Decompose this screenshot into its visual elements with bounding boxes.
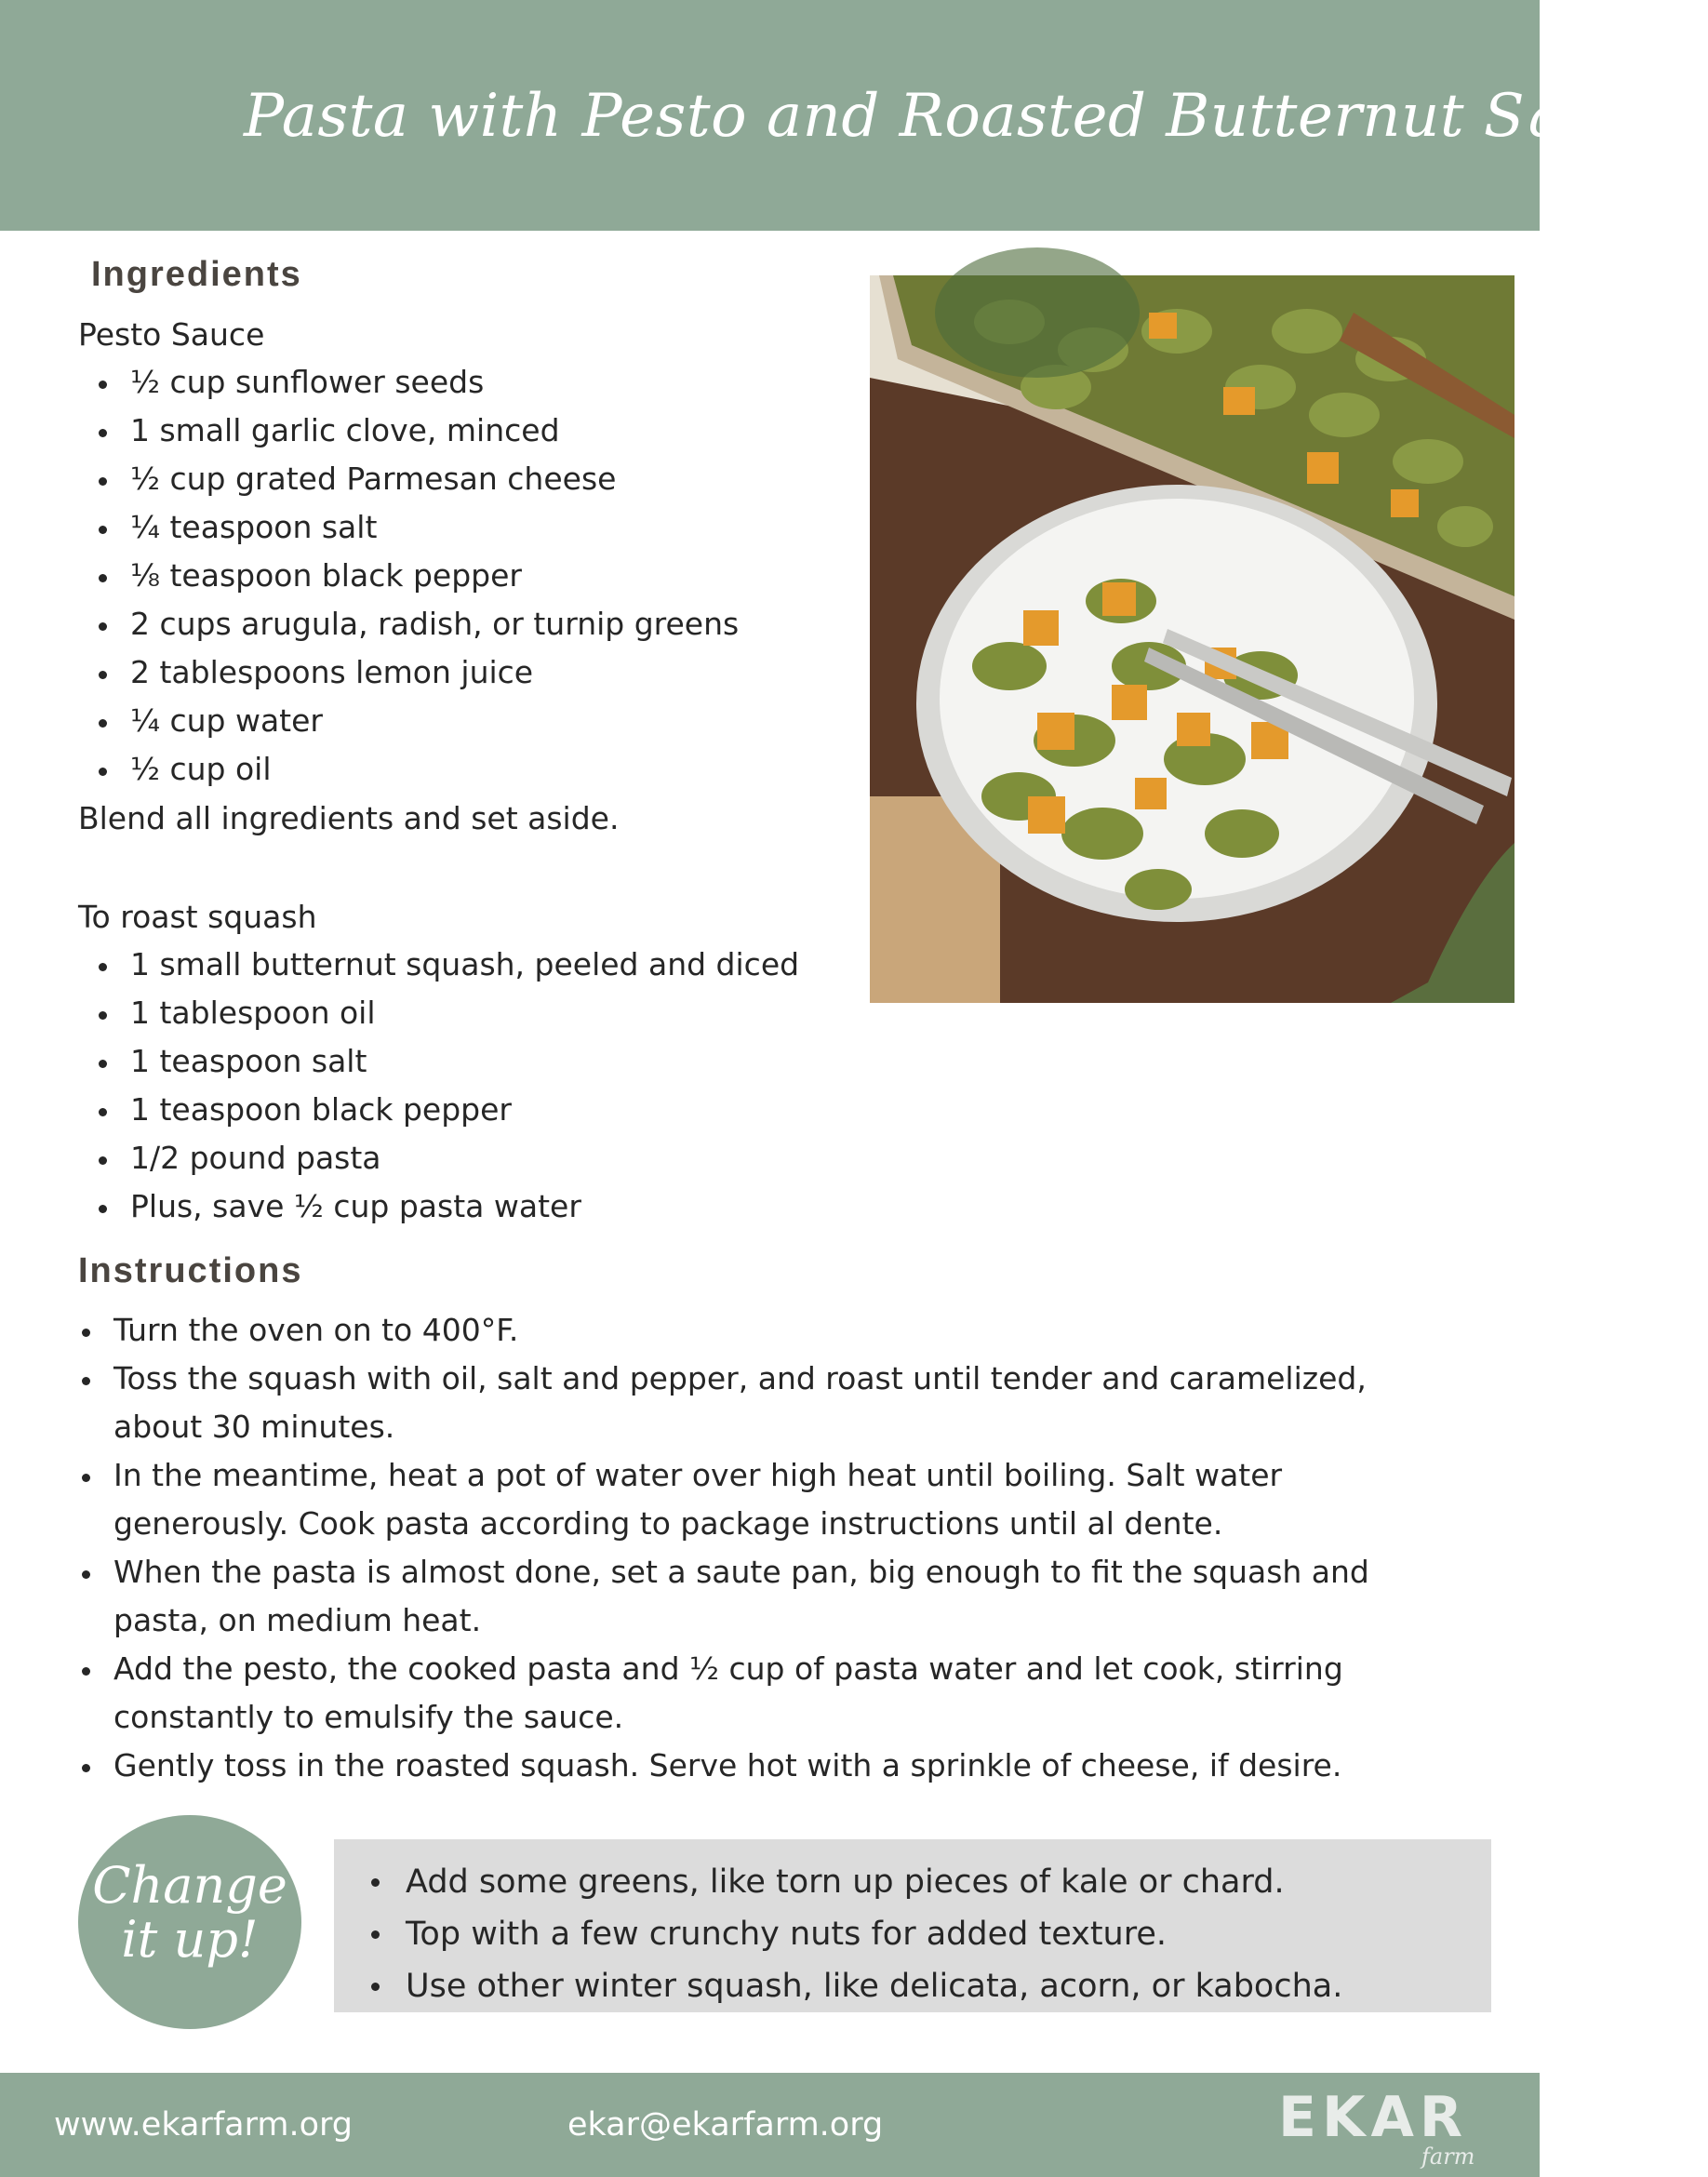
list-item: 2 tablespoons lemon juice xyxy=(78,648,739,697)
recipe-title: Pasta with Pesto and Roasted Butternut Squash xyxy=(244,82,1708,151)
badge-line-1: Change xyxy=(92,1856,287,1915)
list-item: ½ cup oil xyxy=(78,745,739,794)
pesto-note: Blend all ingredients and set aside. xyxy=(78,800,620,836)
list-item: 1 small butternut squash, peeled and diced xyxy=(78,941,799,989)
list-item: 2 cups arugula, radish, or turnip greens xyxy=(78,600,739,648)
list-item: Add the pesto, the cooked pasta and ½ cup of pasta water and let cook, stirring constantly to emulsify the sauce. xyxy=(78,1645,1436,1742)
email-link[interactable]: ekar@ekarfarm.org xyxy=(567,2106,884,2144)
tips-list xyxy=(334,1856,1342,2012)
pasta-dish-photo xyxy=(870,275,1515,1003)
list-item: Use other winter squash, like delicata, acorn, or kabocha. xyxy=(334,1960,1342,2012)
list-item: Top with a few crunchy nuts for added texture. xyxy=(334,1908,1342,1960)
ekar-farm-logo xyxy=(1274,2082,1507,2171)
list-item: ¼ teaspoon salt xyxy=(78,503,739,552)
ingredients-heading: Ingredients xyxy=(91,255,302,294)
pasta-photo-illustration xyxy=(870,275,1515,1003)
instructions-heading: Instructions xyxy=(78,1251,303,1290)
pesto-ingredient-list xyxy=(78,358,739,794)
list-item: In the meantime, heat a pot of water over high heat until boiling. Salt water generously. Cook pasta according to package instructions until al dente. xyxy=(78,1451,1436,1548)
list-item: 1 tablespoon oil xyxy=(78,989,799,1037)
website-link[interactable]: www.ekarfarm.org xyxy=(54,2106,353,2144)
list-item: Turn the oven on to 400°F. xyxy=(78,1306,1436,1355)
list-item: Toss the squash with oil, salt and pepper, and roast until tender and caramelized, about 30 minutes. xyxy=(78,1355,1436,1451)
change-it-up-badge xyxy=(78,1815,301,2029)
list-item: ⅛ teaspoon black pepper xyxy=(78,552,739,600)
list-item: ¼ cup water xyxy=(78,697,739,745)
list-item: ½ cup sunflower seeds xyxy=(78,358,739,407)
list-item: 1 teaspoon salt xyxy=(78,1037,799,1086)
footer-bar xyxy=(0,2073,1540,2177)
instructions-list xyxy=(78,1306,1436,1790)
list-item: 1/2 pound pasta xyxy=(78,1134,799,1182)
list-item: 1 teaspoon black pepper xyxy=(78,1086,799,1134)
tips-box xyxy=(334,1839,1491,2012)
squash-ingredient-list xyxy=(78,941,799,1231)
list-item: ½ cup grated Parmesan cheese xyxy=(78,455,739,503)
header-banner xyxy=(0,0,1708,231)
pesto-sauce-title: Pesto Sauce xyxy=(78,316,265,353)
list-item: Add some greens, like torn up pieces of kale or chard. xyxy=(334,1856,1342,1908)
list-item: Gently toss in the roasted squash. Serve hot with a sprinkle of cheese, if desire. xyxy=(78,1742,1436,1790)
list-item: Plus, save ½ cup pasta water xyxy=(78,1182,799,1231)
list-item: When the pasta is almost done, set a saute pan, big enough to fit the squash and pasta, on medium heat. xyxy=(78,1548,1436,1645)
logo-subtext: farm xyxy=(1421,2144,1475,2170)
badge-line-2: it up! xyxy=(121,1910,259,1969)
logo-wordmark: EKAR xyxy=(1278,2085,1469,2150)
squash-title: To roast squash xyxy=(78,899,317,935)
list-item: 1 small garlic clove, minced xyxy=(78,407,739,455)
